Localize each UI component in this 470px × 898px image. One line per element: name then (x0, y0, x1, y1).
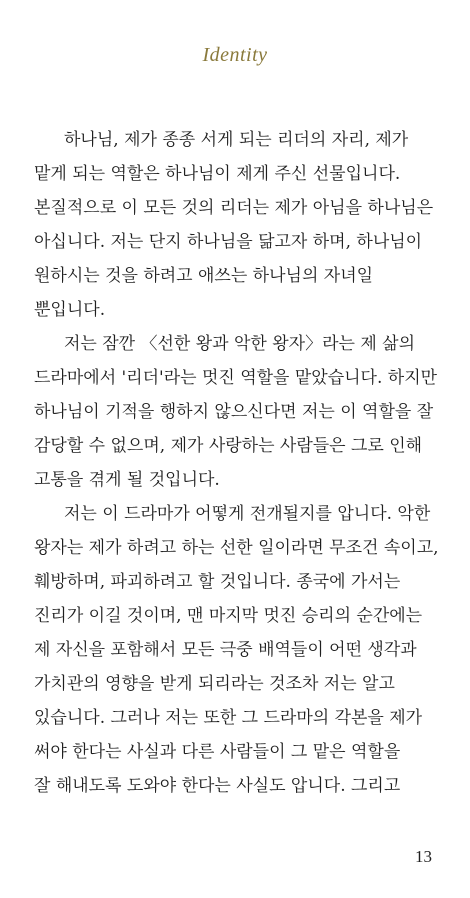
paragraph-2-line-3: 하나님이 기적을 행하지 않으신다면 저는 이 역할을 잘 (34, 402, 434, 422)
paragraph-1-line-3: 본질적으로 이 모든 것의 리더는 제가 아님을 하나님은 (34, 198, 434, 218)
paragraph-2-line-2: 드라마에서 '리더'라는 멋진 역할을 맡았습니다. 하지만 (34, 368, 438, 388)
paragraph-3-line-1: 저는 이 드라마가 어떻게 전개될지를 압니다. 악한 (64, 504, 431, 524)
page-number: 13 (415, 847, 432, 866)
body-text (34, 123, 444, 803)
paragraph-3-line-4: 진리가 이길 것이며, 맨 마지막 멋진 승리의 순간에는 (34, 606, 423, 626)
paragraph-3-line-2: 왕자는 제가 하려고 하는 선한 일이라면 무조건 속이고, (34, 538, 439, 558)
paragraph-3-line-9: 잘 해내도록 도와야 한다는 사실도 압니다. 그리고 (34, 776, 401, 796)
paragraph-2-line-1: 저는 잠깐 〈선한 왕과 악한 왕자〉라는 제 삶의 (64, 334, 415, 354)
paragraph-1-line-4: 아십니다. 저는 단지 하나님을 닮고자 하며, 하나님이 (34, 232, 423, 252)
running-header: Identity (202, 44, 268, 66)
paragraph-2-line-5: 고통을 겪게 될 것입니다. (34, 470, 220, 490)
paragraph-1-line-1: 하나님, 제가 종종 서게 되는 리더의 자리, 제가 (64, 130, 409, 150)
paragraph-1-line-2: 맡게 되는 역할은 하나님이 제게 주신 선물입니다. (34, 164, 401, 184)
paragraph-3-line-3: 훼방하며, 파괴하려고 할 것입니다. 종국에 가서는 (34, 572, 401, 592)
paragraph-3-line-7: 있습니다. 그러나 저는 또한 그 드라마의 각본을 제가 (34, 708, 423, 728)
paragraph-3-line-5: 제 자신을 포함해서 모든 극중 배역들이 어떤 생각과 (34, 640, 417, 660)
paragraph-1-line-5: 원하시는 것을 하려고 애쓰는 하나님의 자녀일 (34, 266, 374, 286)
paragraph-1-line-6: 뿐입니다. (34, 300, 106, 320)
paragraph-3-line-8: 써야 한다는 사실과 다른 사람들이 그 맡은 역할을 (34, 742, 401, 762)
paragraph-3-line-6: 가치관의 영향을 받게 되리라는 것조차 저는 알고 (34, 674, 395, 694)
paragraph-2-line-4: 감당할 수 없으며, 제가 사랑하는 사람들은 그로 인해 (34, 436, 423, 456)
